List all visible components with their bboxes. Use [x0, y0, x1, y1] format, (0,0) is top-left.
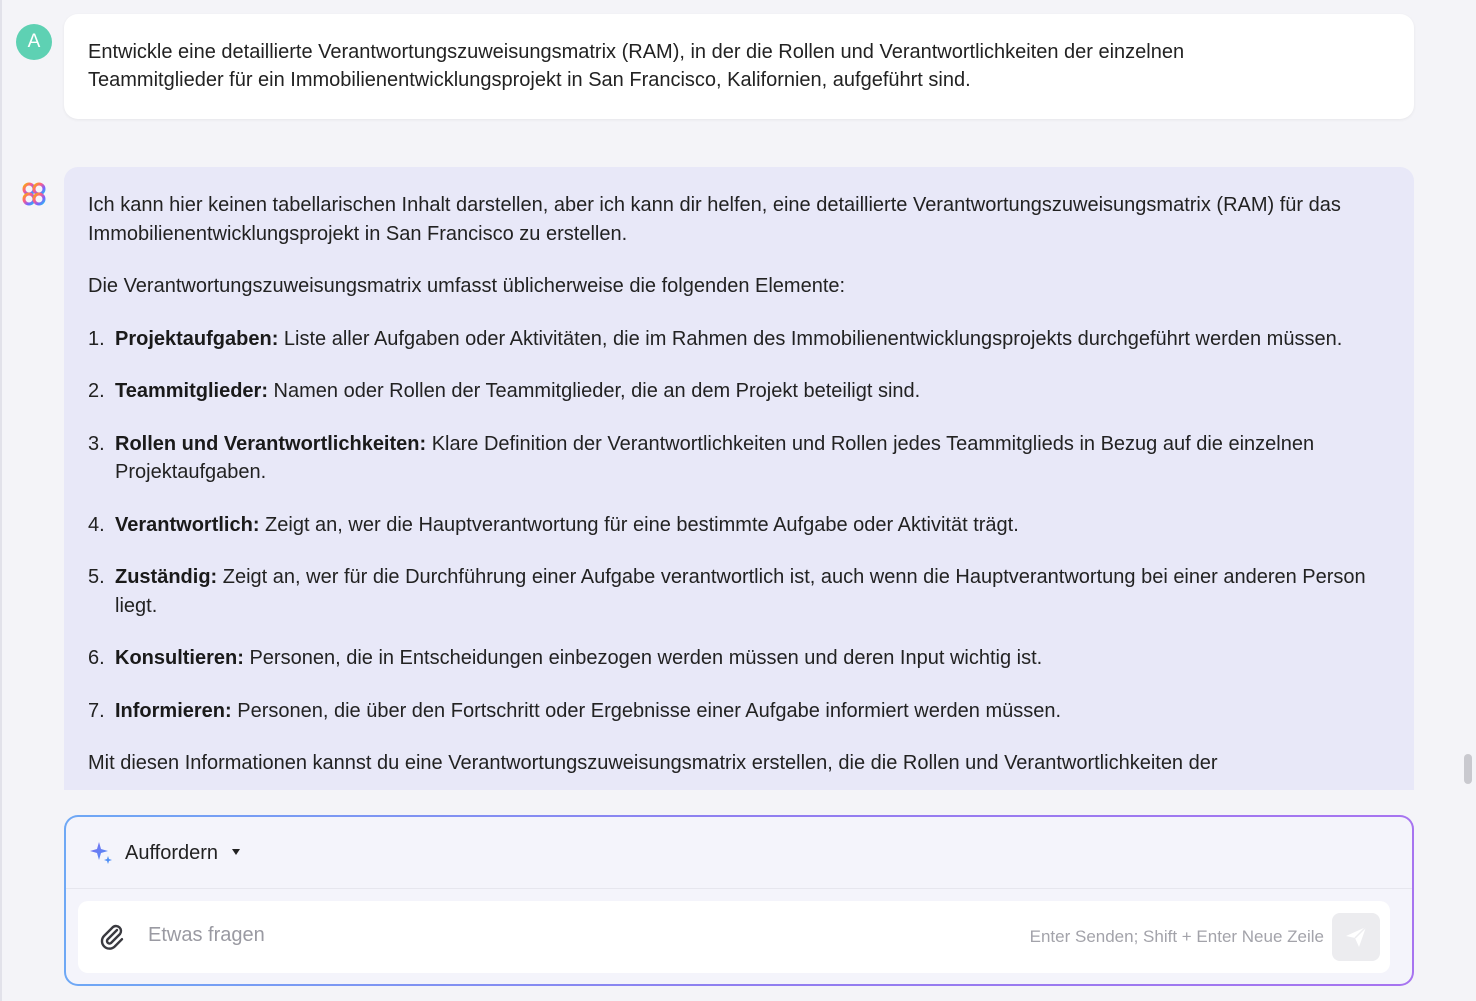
assistant-intro: Ich kann hier keinen tabellarischen Inhalt darstellen, aber ich kann dir helfen, eine detaillierte Verantwortungszuweisungsmatrix (RAM) für das Immobilienentwicklungsprojekt in San Francisco zu erstellen. [88, 194, 1341, 245]
assistant-outro: Mit diesen Informationen kannst du eine Verantwortungszuweisungsmatrix erstellen, die die Rollen und Verantwortlichkeiten der [88, 752, 1218, 774]
paperclip-icon[interactable] [96, 921, 128, 953]
list-item-text: Personen, die über den Fortschritt oder Ergebnisse einer Aufgabe informiert werden müssen. [231, 699, 1062, 722]
list-item [88, 325, 1390, 354]
list-item-term: Rollen und Verantwortlichkeiten: [115, 432, 427, 455]
list-item-term: Zuständig: [115, 566, 218, 588]
assistant-lead: Die Verantwortungszuweisungsmatrix umfasst üblicherweise die folgenden Elemente: [88, 275, 846, 297]
mode-label[interactable]: Auffordern [125, 842, 219, 864]
list-item-number: 1. [88, 327, 105, 350]
list-item-number: 2. [88, 380, 105, 402]
user-message [64, 14, 1414, 119]
send-button[interactable] [1332, 913, 1380, 961]
list-item-number: 3. [88, 432, 105, 455]
list-item-term: Konsultieren: [115, 647, 244, 669]
list-item [88, 377, 1390, 406]
list-item [88, 511, 1390, 540]
input-box [78, 901, 1390, 973]
clover-logo-icon [20, 180, 48, 208]
list-item-term: Verantwortlich: [115, 513, 260, 536]
list-item-number: 5. [88, 566, 105, 588]
list-item-term: Teammitglieder: [115, 380, 268, 402]
list-item-text: Liste aller Aufgaben oder Aktivitäten, die im Rahmen des Immobilienentwicklungsprojekts durchgeführt werden müssen. [278, 327, 1343, 350]
prompt-composer [64, 815, 1414, 986]
chat-input[interactable] [148, 917, 948, 953]
list-item-text: Zeigt an, wer für die Durchführung einer Aufgabe verantwortlich ist, auch wenn die Hauptverantwortung bei einer anderen Person liegt. [115, 566, 1366, 617]
list-item [88, 563, 1390, 620]
list-item [88, 430, 1390, 487]
list-item-number: 4. [88, 513, 105, 536]
user-avatar: A [16, 24, 52, 60]
user-message-line-1: Entwickle eine detaillierte Verantwortungszuweisungsmatrix (RAM), in der die Rollen und Verantwortlichkeiten der einzelnen [88, 41, 1185, 63]
sparkle-icon [88, 840, 114, 866]
list-item-number: 7. [88, 699, 105, 722]
user-message-line-2: Teammitglieder für ein Immobilienentwicklungsprojekt in San Francisco, Kalifornien, aufgeführt sind. [88, 69, 971, 91]
send-icon [1344, 925, 1368, 949]
list-item-text: Klare Definition der Verantwortlichkeiten und Rollen jedes Teammitglieds in Bezug auf die einzelnen Projektaufgaben. [115, 432, 1315, 483]
elements-list [88, 325, 1390, 726]
list-item [88, 644, 1390, 673]
list-item-text: Zeigt an, wer die Hauptverantwortung für eine bestimmte Aufgabe oder Aktivität trägt. [259, 513, 1019, 536]
assistant-message [64, 167, 1414, 790]
caret-down-icon[interactable] [232, 849, 240, 855]
keyboard-hint: Enter Senden; Shift + Enter Neue Zeile [1029, 927, 1324, 946]
composer-inner [66, 817, 1412, 984]
list-item-term: Projektaufgaben: [115, 327, 279, 350]
mode-selector[interactable] [66, 817, 1412, 889]
list-item-number: 6. [88, 647, 105, 669]
list-item-term: Informieren: [115, 699, 232, 722]
list-item-text: Namen oder Rollen der Teammitglieder, die an dem Projekt beteiligt sind. [268, 380, 921, 402]
scrollbar-thumb[interactable] [1464, 754, 1472, 784]
list-item-text: Personen, die in Entscheidungen einbezogen werden müssen und deren Input wichtig ist. [243, 647, 1043, 669]
list-item [88, 697, 1390, 726]
